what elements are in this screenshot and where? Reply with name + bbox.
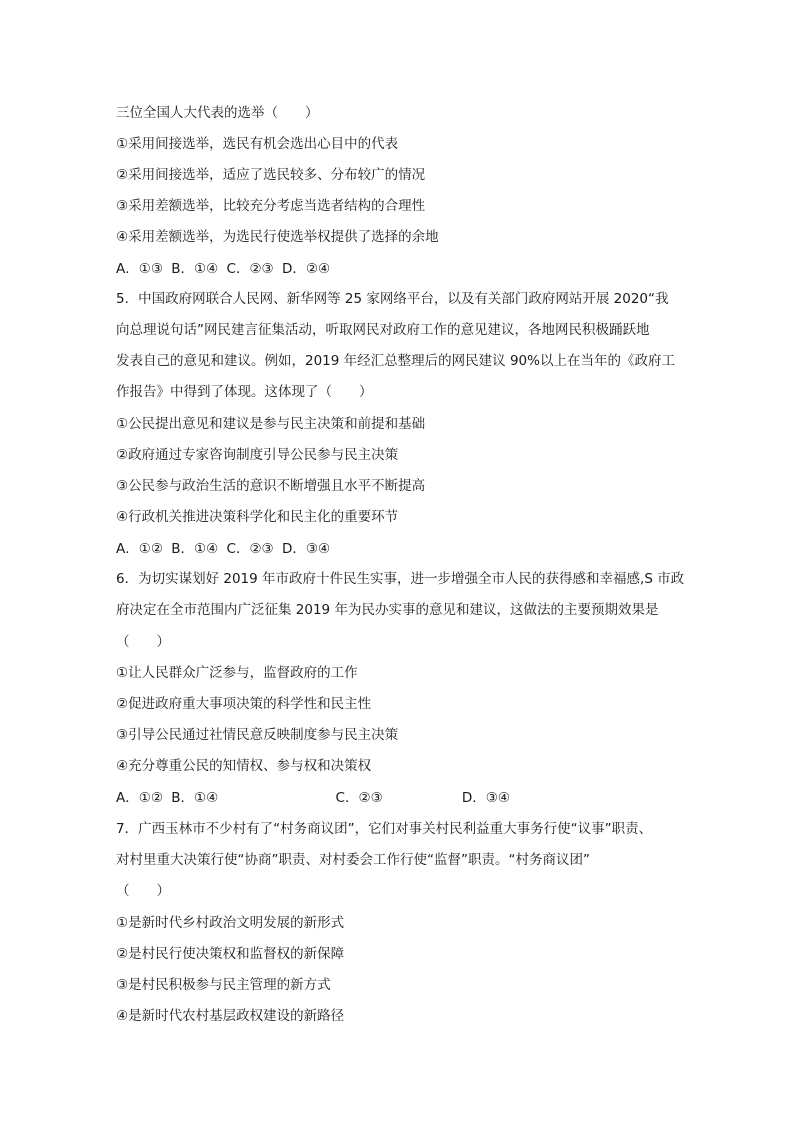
question-6-stem-line-2: 府决定在全市范围内广泛征集 2019 年为民办实事的意见和建议，这做法的主要预期效果是 bbox=[116, 602, 659, 618]
question-4-item-2: ②采用间接选举，适应了选民较多、分布较广的情况 bbox=[116, 167, 426, 183]
question-4-item-4: ④采用差额选举，为选民行使选举权提供了选择的余地 bbox=[116, 229, 439, 245]
question-4-item-3: ③采用差额选举，比较充分考虑当选者结构的合理性 bbox=[116, 198, 426, 214]
option-a: A．①② bbox=[116, 790, 163, 806]
question-5-options bbox=[116, 540, 686, 558]
question-4-item-1: ①采用间接选举，选民有机会选出心目中的代表 bbox=[116, 136, 399, 152]
question-7-item-1: ①是新时代乡村政治文明发展的新形式 bbox=[116, 915, 345, 931]
question-5-stem-line-4: 作报告》中得到了体现。这体现了（ ） bbox=[116, 384, 373, 400]
option-b: B．①④ bbox=[171, 261, 219, 277]
option-d: D．③④ bbox=[461, 790, 510, 806]
question-6-item-4: ④充分尊重公民的知情权、参与权和决策权 bbox=[116, 758, 372, 774]
question-7-item-3: ③是村民积极参与民主管理的新方式 bbox=[116, 977, 331, 993]
question-5-item-1: ①公民提出意见和建议是参与民主决策和前提和基础 bbox=[116, 416, 426, 432]
question-5-item-3: ③公民参与政治生活的意识不断增强且水平不断提高 bbox=[116, 478, 426, 494]
question-6-stem-line-3: （ ） bbox=[116, 634, 170, 650]
question-6-item-1: ①让人民群众广泛参与，监督政府的工作 bbox=[116, 665, 358, 681]
question-5-item-2: ②政府通过专家咨询制度引导公民参与民主决策 bbox=[116, 447, 399, 463]
option-a: A．①② bbox=[116, 541, 163, 557]
option-c: C．②③ bbox=[335, 790, 383, 806]
option-b: B．①④ bbox=[171, 541, 219, 557]
question-7-item-4: ④是新时代农村基层政权建设的新路径 bbox=[116, 1008, 345, 1024]
question-6-options bbox=[116, 789, 686, 807]
question-7-stem-line-3: （ ） bbox=[116, 883, 170, 899]
question-6-item-2: ②促进政府重大事项决策的科学性和民主性 bbox=[116, 696, 372, 712]
option-c: C．②③ bbox=[226, 261, 274, 277]
question-7-item-2: ②是村民行使决策权和监督权的新保障 bbox=[116, 946, 345, 962]
option-d: D．②④ bbox=[281, 261, 331, 277]
question-6-stem-line-1: 6．为切实谋划好 2019 年市政府十件民生实事，进一步增强全市人民的获得感和幸福感,S 市政 bbox=[116, 571, 685, 587]
question-7-stem-line-1: 7．广西玉林市不少村有了“村务商议团”，它们对事关村民利益重大事务行使“议事”职责、 bbox=[116, 821, 653, 837]
question-4-stem: 三位全国人大代表的选举（ ） bbox=[116, 105, 319, 121]
question-7-stem-line-2: 对村里重大决策行使“协商”职责、对村委会工作行使“监督”职责。“村务商议团” bbox=[116, 852, 590, 868]
question-5-stem-line-2: 向总理说句话”网民建言征集活动，听取网民对政府工作的意见建议，各地网民积极踊跃地 bbox=[116, 322, 650, 338]
question-5-item-4: ④行政机关推进决策科学化和民主化的重要环节 bbox=[116, 509, 399, 525]
option-d: D．③④ bbox=[281, 541, 331, 557]
question-5-stem-line-3: 发表自己的意见和建议。例如，2019 年经汇总整理后的网民建议 90%以上在当年的《政府工 bbox=[116, 353, 675, 369]
option-a: A．①③ bbox=[116, 261, 163, 277]
question-5-stem-line-1: 5．中国政府网联合人民网、新华网等 25 家网络平台，以及有关部门政府网站开展 2020“我 bbox=[116, 291, 669, 307]
option-b: B．①④ bbox=[171, 790, 219, 806]
question-6-item-3: ③引导公民通过社情民意反映制度参与民主决策 bbox=[116, 727, 399, 743]
question-4-options bbox=[116, 260, 686, 278]
option-c: C．②③ bbox=[226, 541, 274, 557]
